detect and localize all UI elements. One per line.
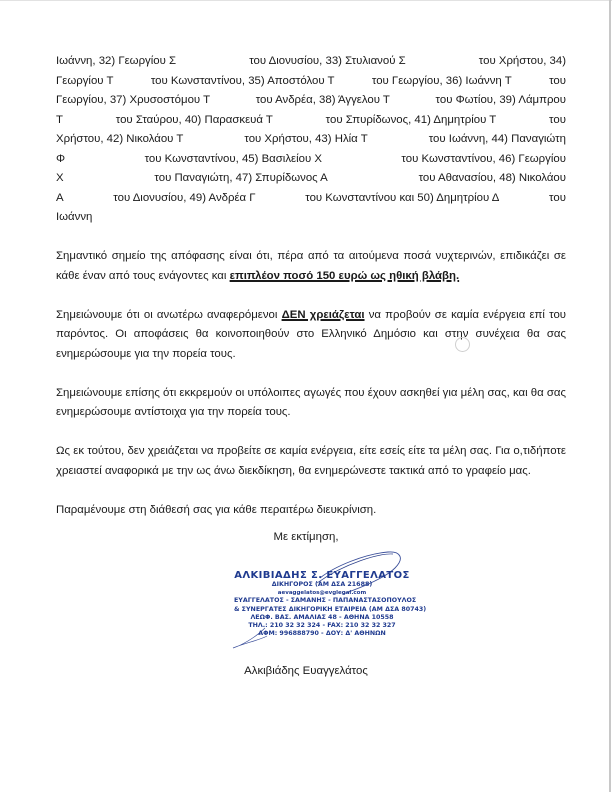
- plaintiff-list-line: [56, 169, 566, 189]
- no-action-emphasis: ΔΕΝ χρειάζεται: [281, 308, 365, 321]
- list-text-segment: του: [549, 113, 566, 126]
- list-text-segment: του Χρήστου, 43) Ηλία Τ: [244, 133, 368, 145]
- list-text-segment: του Κωνσταντίνου, 45) Βασιλείου Χ: [144, 152, 322, 165]
- list-text-segment: του: [549, 191, 566, 204]
- list-text-segment: του: [549, 74, 566, 87]
- plaintiff-list-line: [56, 72, 566, 92]
- list-text-segment: Χρήστου, 42) Νικολάου Τ: [56, 133, 184, 145]
- list-text-segment: του Γεωργίου, 36) Ιωάννη Τ: [371, 74, 512, 87]
- list-text-segment: του Διονυσίου, 49) Ανδρέα Γ: [113, 191, 256, 204]
- list-text-segment: του Κωνσταντίνου, 35) Αποστόλου Τ: [150, 74, 335, 87]
- signatory-name: Αλκιβιάδης Ευαγγελάτος: [244, 665, 368, 677]
- list-text-segment: Χ: [56, 172, 64, 184]
- plaintiff-list-line: [56, 130, 566, 150]
- paragraph-moral-damages: Σημαντικό σημείο της απόφασης είναι ότι, πέρα από τα αιτούμενα ποσά νυχτερινών, επιδικάζει σε κάθε έναν από τους ενάγοντες και επιπλέον ποσό 150 ευρώ ως ηθική βλάβη.: [56, 250, 566, 282]
- plaintiff-list-line: [56, 91, 566, 111]
- list-text-segment: του Σταύρου, 40) Παρασκευά Τ: [115, 113, 273, 126]
- list-text-segment: Φ: [56, 152, 66, 165]
- list-text-segment: Ιωάννη, 32) Γεωργίου Σ: [56, 55, 177, 67]
- list-text-segment: του Ιωάννη, 44) Παναγιώτη: [428, 133, 566, 145]
- list-text-segment: του Κωνσταντίνου και 50) Δημητρίου Δ: [305, 191, 500, 204]
- page-top-edge: [0, 0, 612, 1]
- plaintiff-list-line: [56, 52, 566, 72]
- list-text-segment: του Παναγιώτη, 47) Σπυρίδωνος Α: [154, 172, 328, 184]
- closing-salutation: Με εκτίμηση,: [273, 531, 339, 543]
- plaintiff-list-line: [56, 189, 566, 209]
- list-text-segment: του Φωτίου, 39) Λάμπρου: [435, 94, 566, 106]
- list-text-segment: Γεωργίου, 37) Χρυσοστόμου Τ: [56, 94, 211, 106]
- list-text-segment: Α: [56, 191, 64, 204]
- paragraph-conclusion: Ως εκ τούτου, δεν χρειάζεται να προβείτε σε καμία ενέργεια, είτε εσείς είτε τα μέλη σας. Για ο,τιδήποτε χρειαστεί αναφορικά με την ως άνω διεκδίκηση, θα ενημερώνεστε τακτικά από το γραφείο μας.: [56, 445, 566, 477]
- moral-damages-emphasis: επιπλέον ποσό 150 ευρώ ως ηθική βλάβη.: [229, 269, 460, 282]
- list-text-segment: Ιωάννη: [56, 211, 93, 223]
- paragraph-no-action-needed: Σημειώνουμε ότι οι ανωτέρω αναφερόμενοι ΔΕΝ χρειάζεται να προβούν σε καμία ενέργεια επί του παρόντος. Οι αποφάσεις θα κοινοποιηθούν στο Ελληνικό Δημόσιο και στην συνέχεια θα σας ενημερώσουμε για την πορεία τους.: [56, 308, 567, 360]
- paragraph-availability: Παραμένουμε στη διάθεσή σας για κάθε περαιτέρω διευκρίνιση.: [56, 503, 377, 516]
- paragraph-pending-lawsuits: Σημειώνουμε επίσης ότι εκκρεμούν οι υπόλοιπες αγωγές που έχουν ασκηθεί για μέλη σας, και θα σας ενημερώσουμε αντίστοιχα για την πορεία τους.: [56, 386, 566, 418]
- letter-body: [56, 52, 566, 520]
- list-text-segment: Γεωργίου Τ: [56, 74, 114, 87]
- cursor-indicator-icon: [455, 337, 470, 352]
- list-text-segment: του Αθανασίου, 48) Νικολάου: [418, 172, 566, 184]
- plaintiff-list: [56, 52, 566, 228]
- list-text-segment: του Χρήστου, 34): [478, 55, 566, 67]
- plaintiff-list-line: [56, 150, 566, 170]
- lawyer-stamp: ΑΛΚΙΒΙΑΔΗΣ Σ. ΕΥΑΓΓΕΛΑΤΟΣ ΔΙΚΗΓΟΡΟΣ (ΑΜ ΔΣΑ 21688) aevaggelatos@evglegal.com ΕΥΑΓΓΕΛΑΤΟΣ - ΣΑΜΑΝΗΣ - ΠΑΠΑΝΑΣΤΑΣΟΠΟΥΛΟΣ & ΣΥΝΕΡΓΑΤΕΣ ΔΙΚΗΓΟΡΙΚΗ ΕΤΑΙΡΕΙΑ (ΑΜ ΔΣΑ 80743) ΛΕΩΦ. ΒΑΣ. ΑΜΑΛΙΑΣ 48 - ΑΘΗΝΑ 10558 ΤΗΛ.: 210 32 32 324 - FAX: 210 32 32 327 ΑΦΜ: 996888790 - ΔΟΥ: Δ' ΑΘΗΝΩΝ: [234, 570, 427, 638]
- plaintiff-list-line: [56, 111, 566, 131]
- list-text-segment: του Κωνσταντίνου, 46) Γεωργίου: [401, 152, 566, 165]
- plaintiff-list-line: [56, 208, 566, 228]
- list-text-segment: Τ: [56, 113, 63, 126]
- list-text-segment: του Διονυσίου, 33) Στυλιανού Σ: [249, 55, 406, 67]
- list-text-segment: του Ανδρέα, 38) Άγγελου Τ: [255, 94, 390, 106]
- list-text-segment: του Σπυρίδωνος, 41) Δημητρίου Τ: [325, 113, 497, 126]
